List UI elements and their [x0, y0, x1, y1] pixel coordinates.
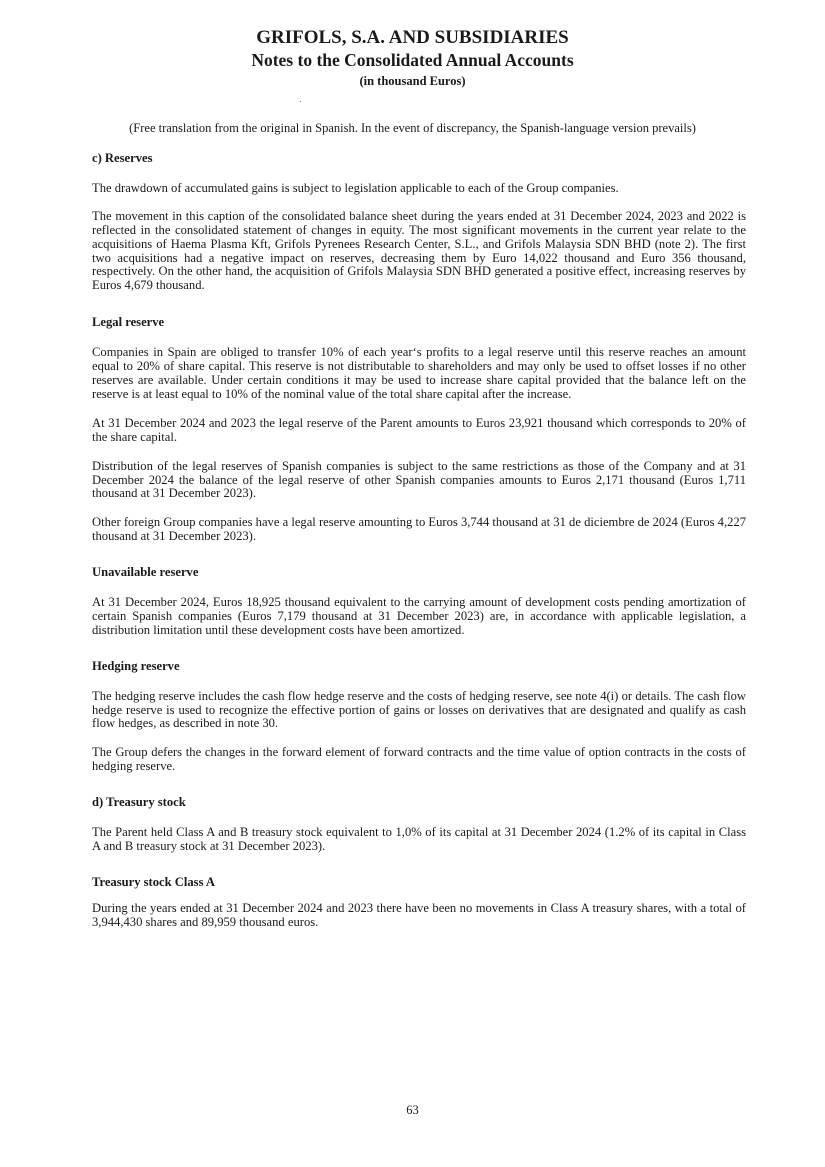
paragraph-legal-3: Distribution of the legal reserves of Spanish companies is subject to the same restrictions as those of the Company and at 31 December 2024 the balance of the legal reserve of other Spanish companies amounts to Euros 2,171 thousand (Euros 1,711 thousand at 31 December 2023). [92, 458, 746, 501]
heading-treasury-stock: d) Treasury stock [92, 795, 186, 810]
paragraph-hedging-1: The hedging reserve includes the cash flow hedge reserve and the costs of hedging reserve, see note 4(i) or details. The cash flow hedge reserve is used to recognize the effective portion of gains or losses on derivatives that are designated and qualify as cash flow hedges, as described in note 30. [92, 688, 746, 731]
paragraph-legal-2: At 31 December 2024 and 2023 the legal reserve of the Parent amounts to Euros 23,921 thousand which corresponds to 20% of the share capital. [92, 415, 746, 444]
paragraph-legal-1: Companies in Spain are obliged to transfer 10% of each year‘s profits to a legal reserve until this reserve reaches an amount equal to 20% of share capital. This reserve is not distributable to shareholders and may only be used to offset losses if no other reserves are available. Under certain conditions it may be used to increase share capital provided that the balance left on the reserve is at least equal to 10% of the nominal value of the total share capital after the increase. [92, 345, 746, 401]
translation-note: (Free translation from the original in Spanish. In the event of discrepancy, the Spanish-language version prevails) [129, 121, 696, 135]
page-body [92, 152, 746, 930]
heading-treasury-stock-class-a: Treasury stock Class A [92, 874, 216, 889]
paragraph-reserves-2: The movement in this caption of the consolidated balance sheet during the years ended at 31 December 2024, 2023 and 2022 is reflected in the consolidated statement of changes in equity. The most significant movements in the current year relate to the acquisitions of Haema Plasma Kft, Grifols Pyrenees Research Center, S.L., and Grifols Malaysia SDN BHD (note 2). The first two acquisitions had a negative impact on reserves, decreasing them by Euro 14,022 thousand and Euro 356 thousand, respectively. On the other hand, the acquisition of Grifols Malaysia SDN BHD generated a positive effect, increasing reserves by Euros 4,679 thousand. [92, 208, 746, 293]
document-title: Notes to the Consolidated Annual Accounts [251, 50, 574, 70]
paragraph-reserves-1: The drawdown of accumulated gains is subject to legislation applicable to each of the Group companies. [92, 180, 619, 195]
heading-hedging-reserve: Hedging reserve [92, 658, 180, 673]
heading-unavailable-reserve: Unavailable reserve [92, 565, 199, 580]
paragraph-hedging-2: The Group defers the changes in the forward element of forward contracts and the time value of option contracts in the costs of hedging reserve. [92, 745, 746, 774]
paragraph-unavailable-1: At 31 December 2024, Euros 18,925 thousand equivalent to the carrying amount of development costs pending amortization of certain Spanish companies (Euros 7,179 thousand at 31 December 2023) are, in accordance with applicable legislation, a distribution limitation until these development costs have been amortized. [92, 595, 746, 637]
paragraph-treasury-a-1: During the years ended at 31 December 2024 and 2023 there have been no movements in Class A treasury shares, with a total of 3,944,430 shares and 89,959 thousand euros. [92, 900, 746, 929]
company-name: GRIFOLS, S.A. AND SUBSIDIARIES [256, 27, 569, 48]
paragraph-treasury-1: The Parent held Class A and B treasury stock equivalent to 1,0% of its capital at 31 December 2024 (1.2% of its capital in Class A and B treasury stock at 31 December 2023). [92, 825, 746, 853]
page-number: 63 [406, 1103, 419, 1117]
heading-reserves: c) Reserves [92, 151, 153, 165]
paragraph-legal-4: Other foreign Group companies have a legal reserve amounting to Euros 3,744 thousand at 31 de diciembre de 2024 (Euros 4,227 thousand at 31 December 2023). [92, 515, 746, 544]
units-note: (in thousand Euros) [359, 74, 466, 88]
stray-dot [300, 101, 301, 102]
heading-legal-reserve: Legal reserve [92, 315, 165, 330]
page-header [0, 26, 825, 90]
